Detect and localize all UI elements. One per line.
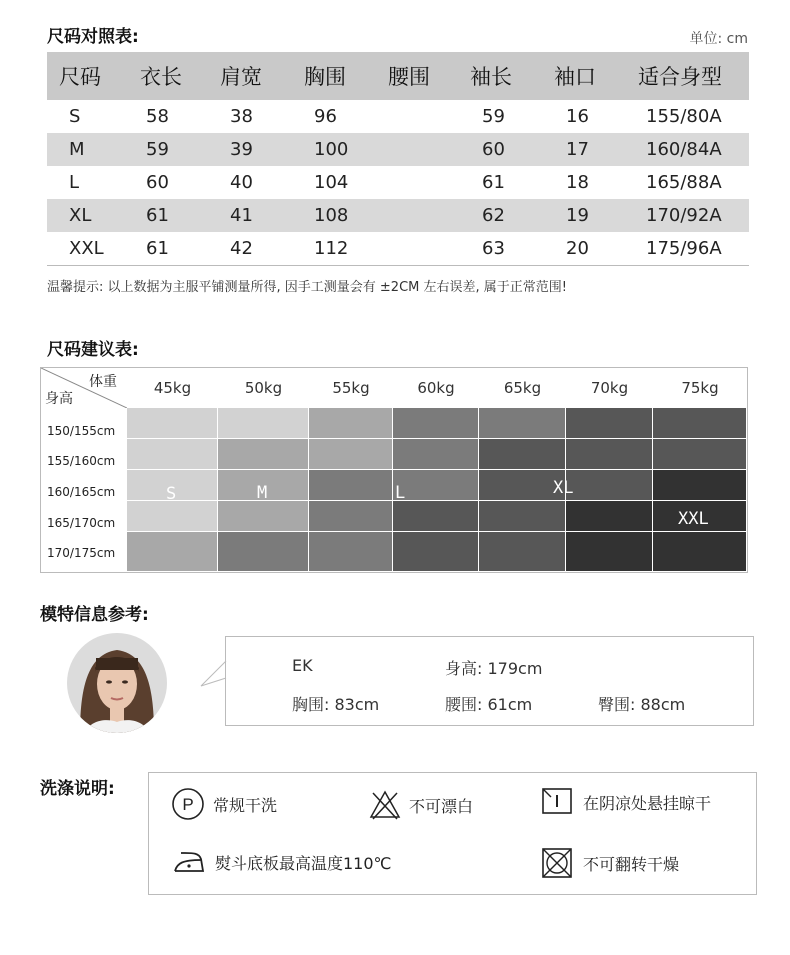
table-cell: 60 [146, 172, 169, 193]
grid-cell [218, 532, 309, 572]
speech-pointer [200, 660, 228, 690]
height-label: 160/165cm [47, 485, 116, 499]
weight-header: 45kg [153, 379, 192, 397]
table-cell: 100 [304, 133, 388, 166]
grid-cell [393, 501, 479, 532]
table-cell: 170/92A [638, 199, 749, 232]
wash-item-no-tumble [541, 847, 679, 879]
header-cuff: 袖口 [554, 52, 638, 100]
wash-title: 洗涤说明: [40, 779, 115, 799]
size-suggestion-grid [40, 367, 748, 573]
table-cell: 63 [470, 232, 554, 266]
model-height: 身高: 179cm [445, 659, 543, 678]
table-row [47, 100, 749, 133]
wash-item-dry-clean [171, 787, 277, 821]
model-avatar [66, 632, 168, 734]
weight-header: 75kg [681, 379, 719, 397]
height-label: 150/155cm [47, 424, 116, 438]
weight-header: 65kg [503, 379, 542, 397]
grid-cell [309, 439, 393, 470]
header-shoulder: 肩宽 [220, 52, 304, 100]
table-cell: 165/88A [646, 172, 722, 193]
model-waist: 腰围: 61cm [445, 695, 533, 714]
grid-cell [127, 501, 218, 532]
grid-cell [127, 439, 218, 470]
table-cell: XL [47, 199, 140, 232]
height-label: 165/170cm [47, 516, 116, 530]
grid-cell [653, 408, 747, 439]
table-cell: 112 [304, 232, 388, 266]
corner-weight-label: 体重 [89, 374, 117, 390]
wash-item-iron [171, 847, 392, 877]
table-cell: 160/84A [638, 133, 749, 166]
size-mark-xxl: XXL [678, 509, 709, 529]
table-cell: 60 [470, 133, 554, 166]
height-label: 170/175cm [47, 546, 116, 560]
table-cell: 104 [314, 172, 349, 193]
header-length: 衣长 [140, 52, 220, 100]
grid-cell [393, 439, 479, 470]
dry-clean-label: 常规干洗 [213, 795, 278, 815]
wash-item-no-bleach [369, 790, 473, 820]
table-cell [388, 166, 470, 199]
table-cell: 96 [314, 106, 337, 127]
grid-cell [479, 501, 566, 532]
grid-cell [309, 532, 393, 572]
measurement-note: 温馨提示: 以上数据为主服平铺测量所得, 因手工测量会有 ±2CM 左右误差, 属于正常范围! [47, 280, 567, 295]
table-cell [388, 133, 470, 166]
table-cell: 38 [230, 106, 253, 127]
table-cell: 39 [220, 133, 304, 166]
size-mark-l: L [395, 483, 406, 503]
grid-cell [218, 408, 309, 439]
iron-label: 熨斗底板最高温度110℃ [215, 853, 392, 873]
corner-height-label: 身高 [45, 391, 73, 407]
grid-cell [309, 470, 393, 501]
model-info-box [225, 636, 754, 726]
header-waist: 腰围 [388, 52, 470, 100]
wash-instructions-box [148, 772, 757, 895]
no-bleach-label: 不可漂白 [409, 796, 474, 816]
grid-cell [566, 470, 653, 501]
grid-cell [653, 439, 747, 470]
table-row [47, 199, 749, 232]
table-cell: 16 [566, 106, 589, 127]
table-cell: XXL [47, 232, 140, 266]
table-cell: 175/96A [638, 232, 749, 266]
no-tumble-dry-icon [541, 847, 575, 879]
size-chart-title: 尺码对照表: [47, 27, 139, 47]
header-bust: 胸围 [304, 52, 388, 100]
table-cell: M [47, 133, 140, 166]
svg-text:P: P [182, 795, 194, 814]
no-bleach-icon [369, 790, 401, 820]
table-cell: 58 [146, 106, 169, 127]
grid-cell [309, 408, 393, 439]
model-hip: 臀围: 88cm [598, 695, 686, 714]
table-cell: 59 [140, 133, 220, 166]
grid-cell [218, 439, 309, 470]
grid-cell [479, 532, 566, 572]
model-name: EK [292, 656, 313, 675]
header-fit: 适合身型 [638, 52, 749, 100]
weight-header: 60kg [417, 379, 455, 397]
size-chart-table [47, 52, 749, 266]
table-cell: 61 [482, 172, 505, 193]
table-cell: 61 [140, 199, 220, 232]
table-cell [388, 100, 470, 133]
grid-cell [479, 439, 566, 470]
table-cell: 20 [554, 232, 638, 266]
table-cell: 19 [554, 199, 638, 232]
grid-cell [566, 439, 653, 470]
grid-cell [479, 408, 566, 439]
header-sleeve: 袖长 [470, 52, 554, 100]
suggest-title: 尺码建议表: [47, 340, 139, 360]
dry-clean-p-icon [171, 787, 205, 821]
wash-item-hang-dry [541, 787, 711, 817]
table-cell [388, 232, 470, 266]
table-row [47, 133, 749, 166]
table-cell: 41 [220, 199, 304, 232]
weight-header: 50kg [244, 379, 283, 397]
table-cell: 59 [482, 106, 505, 127]
table-cell: L [69, 172, 80, 193]
header-size: 尺码 [47, 52, 140, 100]
table-cell [388, 199, 470, 232]
grid-cell [218, 501, 309, 532]
height-label: 155/160cm [47, 454, 116, 468]
hang-dry-label: 在阴凉处悬挂晾干 [583, 793, 712, 813]
table-row [47, 232, 749, 266]
grid-cell [653, 470, 747, 501]
table-cell: 108 [304, 199, 388, 232]
weight-header: 70kg [590, 379, 629, 397]
grid-cell [393, 532, 479, 572]
table-cell: 42 [220, 232, 304, 266]
table-row [47, 166, 749, 199]
table-cell: 18 [566, 172, 589, 193]
model-bust: 胸围: 83cm [292, 695, 380, 714]
table-cell: 62 [470, 199, 554, 232]
no-tumble-label: 不可翻转干燥 [583, 854, 680, 874]
grid-cell [393, 470, 479, 501]
grid-cell [653, 532, 747, 572]
size-mark-xl: XL [553, 478, 574, 498]
grid-cell [566, 408, 653, 439]
weight-header: 55kg [332, 379, 370, 397]
size-mark-m: M [257, 483, 268, 503]
grid-cell [127, 408, 218, 439]
grid-cell [566, 501, 653, 532]
unit-label: 单位: cm [689, 31, 748, 47]
hang-dry-shade-icon [541, 787, 575, 817]
grid-cell [393, 408, 479, 439]
table-cell: S [69, 106, 81, 127]
iron-icon [171, 847, 207, 877]
grid-cell [127, 532, 218, 572]
size-chart-header-row [47, 52, 749, 100]
table-cell: 61 [140, 232, 220, 266]
grid-cell [566, 532, 653, 572]
model-title: 模特信息参考: [40, 605, 149, 625]
grid-cell [309, 501, 393, 532]
size-mark-s: S [166, 484, 177, 504]
table-cell: 40 [230, 172, 253, 193]
table-cell: 155/80A [646, 106, 722, 127]
table-cell: 17 [554, 133, 638, 166]
